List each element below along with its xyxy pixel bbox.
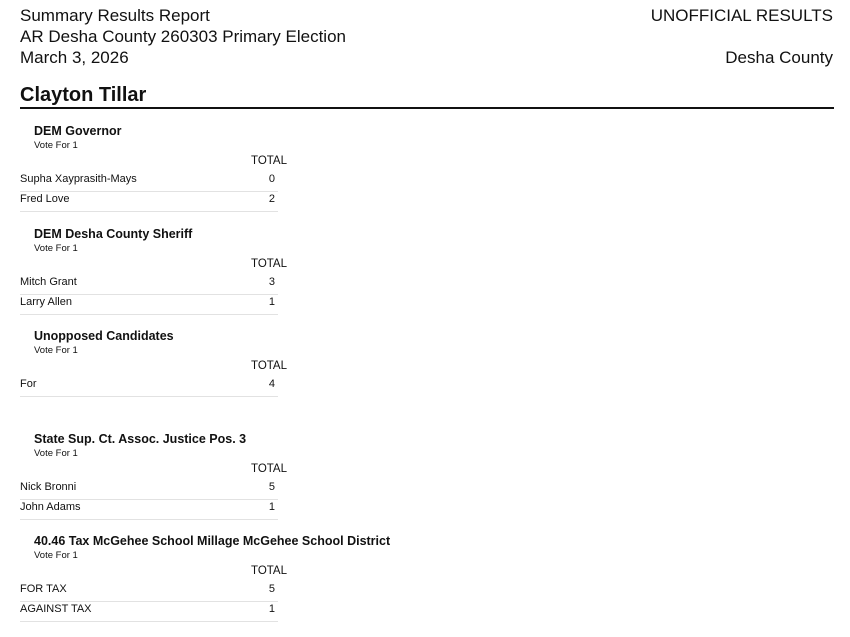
candidate-row [20,499,278,520]
contest-title: Unopposed Candidates [34,329,174,343]
vote-total: 0 [268,173,275,185]
report-title: Summary Results Report [20,6,210,25]
contest-block [0,225,850,328]
vote-for-label: Vote For 1 [34,550,78,561]
candidate-name: Mitch Grant [20,275,77,288]
contest-block [0,327,850,430]
vote-total: 5 [268,583,275,595]
vote-total: 1 [268,295,275,308]
candidate-row [20,274,278,295]
vote-for-label: Vote For 1 [34,140,78,151]
candidate-row [20,376,278,397]
candidate-name: Supha Xayprasith-Mays [20,173,137,185]
vote-for-label: Vote For 1 [34,242,78,254]
vote-total: 3 [268,275,275,288]
total-column-header: TOTAL [251,257,287,270]
vote-total: 2 [268,193,275,205]
contest-block [0,532,850,635]
contest-block [0,122,850,225]
election-name: AR Desha County 260303 Primary Election [20,27,346,46]
vote-total: 4 [268,378,275,390]
candidate-row [20,294,278,315]
jurisdiction-name: Desha County [725,48,833,67]
candidate-row [20,171,278,192]
candidate-row [20,479,278,500]
candidate-name: Nick Bronni [20,480,77,493]
contest-title: 40.46 Tax McGehee School Millage McGehee School District [34,534,391,548]
election-date: March 3, 2026 [20,48,129,67]
vote-total: 5 [268,480,275,493]
contest-list [0,122,850,635]
results-status: UNOFFICIAL RESULTS [650,6,833,25]
candidate-name: For [20,378,37,390]
contest-title: DEM Governor [34,124,122,138]
total-column-header: TOTAL [251,155,287,167]
total-column-header: TOTAL [251,565,287,577]
contest-title: DEM Desha County Sheriff [34,226,193,241]
candidate-row [20,581,278,602]
title-divider [20,107,834,109]
vote-for-label: Vote For 1 [34,345,78,356]
candidate-name: Larry Allen [20,295,72,308]
total-column-header: TOTAL [251,462,287,475]
report-header-left [20,5,346,68]
total-column-header: TOTAL [251,360,287,372]
candidate-name: Fred Love [20,193,70,205]
vote-for-label: Vote For 1 [34,447,78,459]
candidate-row [20,191,278,212]
vote-total: 1 [268,603,275,615]
candidate-name: John Adams [20,500,81,513]
vote-total: 1 [268,500,275,513]
candidate-name: FOR TAX [20,583,67,595]
candidate-name: AGAINST TAX [20,603,92,615]
contest-block [0,430,850,533]
candidate-row [20,601,278,622]
precinct-title: Clayton Tillar [20,84,147,106]
contest-title: State Sup. Ct. Assoc. Justice Pos. 3 [34,431,247,446]
